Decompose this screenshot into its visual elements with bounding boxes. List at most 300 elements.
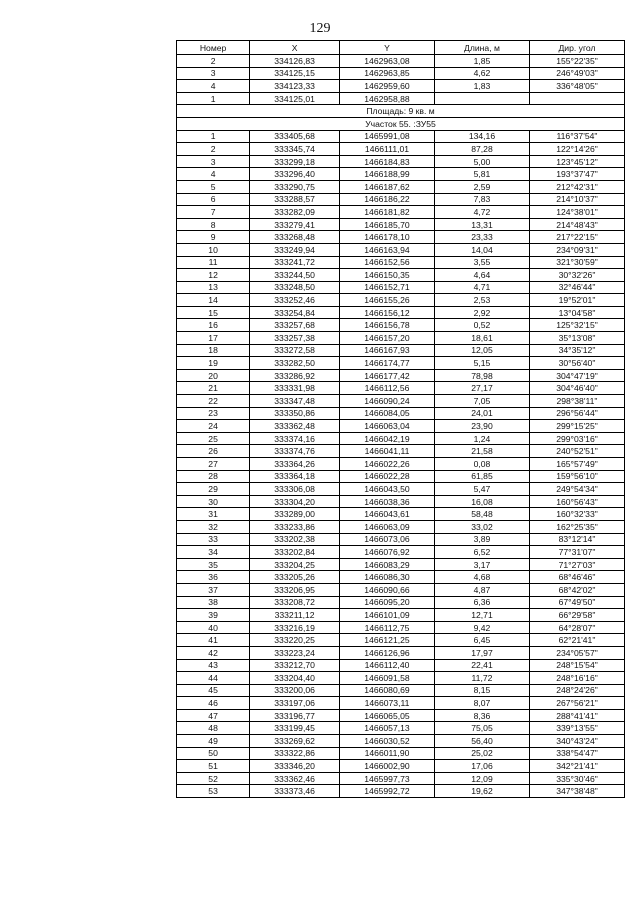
point-number: 21: [177, 382, 250, 395]
table-row: [177, 772, 625, 785]
direction-angle: 342°21'41": [529, 760, 624, 773]
x-coordinate: 333233,86: [250, 520, 340, 533]
x-coordinate: 333249,94: [250, 243, 340, 256]
direction-angle: 34°35'12": [529, 344, 624, 357]
table-header-row: [177, 41, 625, 55]
direction-angle: 296°56'44": [529, 407, 624, 420]
table-row: [177, 672, 625, 685]
point-number: 23: [177, 407, 250, 420]
table-row: [177, 546, 625, 559]
table-row: [177, 243, 625, 256]
table-row: [177, 344, 625, 357]
length: 12,71: [434, 609, 529, 622]
y-coordinate: 1466152,71: [340, 281, 435, 294]
x-coordinate: 333364,26: [250, 458, 340, 471]
table-row: [177, 495, 625, 508]
y-coordinate: 1466152,56: [340, 256, 435, 269]
x-coordinate: 333289,00: [250, 508, 340, 521]
x-coordinate: 333364,18: [250, 470, 340, 483]
y-coordinate: 1466155,26: [340, 294, 435, 307]
length: 8,15: [434, 684, 529, 697]
table-row: [177, 319, 625, 332]
length: 4,68: [434, 571, 529, 584]
x-coordinate: 333205,26: [250, 571, 340, 584]
length: 17,97: [434, 646, 529, 659]
length: 3,17: [434, 558, 529, 571]
point-number: 5: [177, 180, 250, 193]
y-coordinate: 1466181,82: [340, 206, 435, 219]
y-coordinate: 1466126,96: [340, 646, 435, 659]
table-row: [177, 332, 625, 345]
length: 1,83: [434, 80, 529, 93]
length: 4,64: [434, 269, 529, 282]
direction-angle: 234°09'31": [529, 243, 624, 256]
direction-angle: 35°13'08": [529, 332, 624, 345]
x-coordinate: 333362,48: [250, 420, 340, 433]
table-row: [177, 306, 625, 319]
point-number: 19: [177, 357, 250, 370]
point-number: 51: [177, 760, 250, 773]
length: 7,05: [434, 395, 529, 408]
table-row: [177, 80, 625, 93]
table-row: [177, 395, 625, 408]
direction-angle: 165°57'49": [529, 458, 624, 471]
direction-angle: [529, 92, 624, 105]
table-row: [177, 785, 625, 798]
length: 61,85: [434, 470, 529, 483]
x-coordinate: 333282,09: [250, 206, 340, 219]
header-length: Длина, м: [434, 41, 529, 55]
direction-angle: 339°13'55": [529, 722, 624, 735]
length: 22,41: [434, 659, 529, 672]
point-number: 46: [177, 697, 250, 710]
point-number: 41: [177, 634, 250, 647]
point-number: 8: [177, 218, 250, 231]
direction-angle: 83°12'14": [529, 533, 624, 546]
y-coordinate: 1466150,35: [340, 269, 435, 282]
direction-angle: 30°32'26": [529, 269, 624, 282]
point-number: 27: [177, 458, 250, 471]
point-number: 2: [177, 143, 250, 156]
direction-angle: 299°03'16": [529, 432, 624, 445]
x-coordinate: 333252,46: [250, 294, 340, 307]
direction-angle: 193°37'47": [529, 168, 624, 181]
y-coordinate: 1466073,06: [340, 533, 435, 546]
y-coordinate: 1466186,22: [340, 193, 435, 206]
y-coordinate: 1466174,77: [340, 357, 435, 370]
point-number: 20: [177, 369, 250, 382]
x-coordinate: 333211,12: [250, 609, 340, 622]
direction-angle: 124°38'01": [529, 206, 624, 219]
y-coordinate: 1466184,83: [340, 155, 435, 168]
table-row: [177, 92, 625, 105]
length: 0,52: [434, 319, 529, 332]
length: 6,36: [434, 596, 529, 609]
x-coordinate: 334123,33: [250, 80, 340, 93]
table-row: [177, 659, 625, 672]
point-number: 31: [177, 508, 250, 521]
point-number: 24: [177, 420, 250, 433]
length: 5,15: [434, 357, 529, 370]
y-coordinate: 1466163,94: [340, 243, 435, 256]
page-number: 129: [309, 21, 331, 36]
direction-angle: 321°30'59": [529, 256, 624, 269]
y-coordinate: 1466063,04: [340, 420, 435, 433]
x-coordinate: 333202,38: [250, 533, 340, 546]
section-title-row: [177, 117, 625, 130]
table-row: [177, 407, 625, 420]
direction-angle: 338°54'47": [529, 747, 624, 760]
direction-angle: 159°56'10": [529, 470, 624, 483]
y-coordinate: 1466178,10: [340, 231, 435, 244]
header-direction-angle: Дир. угол: [529, 41, 624, 55]
x-coordinate: 333405,68: [250, 130, 340, 143]
length: 23,90: [434, 420, 529, 433]
x-coordinate: 333304,20: [250, 495, 340, 508]
x-coordinate: 333200,06: [250, 684, 340, 697]
table-row: [177, 420, 625, 433]
point-number: 29: [177, 483, 250, 496]
x-coordinate: 334125,15: [250, 67, 340, 80]
table-row: [177, 596, 625, 609]
direction-angle: 347°38'48": [529, 785, 624, 798]
point-number: 36: [177, 571, 250, 584]
x-coordinate: 333322,86: [250, 747, 340, 760]
table-row: [177, 684, 625, 697]
table-row: [177, 55, 625, 68]
direction-angle: 214°10'37": [529, 193, 624, 206]
length: 24,01: [434, 407, 529, 420]
y-coordinate: 1466091,58: [340, 672, 435, 685]
x-coordinate: 334126,83: [250, 55, 340, 68]
point-number: 22: [177, 395, 250, 408]
y-coordinate: 1466090,66: [340, 583, 435, 596]
area-text: Площадь: 9 кв. м: [177, 105, 625, 118]
length: 4,72: [434, 206, 529, 219]
x-coordinate: 333362,46: [250, 772, 340, 785]
table-row: [177, 357, 625, 370]
table-row: [177, 67, 625, 80]
y-coordinate: 1465991,08: [340, 130, 435, 143]
x-coordinate: 333216,19: [250, 621, 340, 634]
table-row: [177, 470, 625, 483]
y-coordinate: 1466084,05: [340, 407, 435, 420]
point-number: 33: [177, 533, 250, 546]
x-coordinate: 333204,40: [250, 672, 340, 685]
x-coordinate: 333374,16: [250, 432, 340, 445]
x-coordinate: 333204,25: [250, 558, 340, 571]
direction-angle: 68°46'46": [529, 571, 624, 584]
length: 1,85: [434, 55, 529, 68]
point-number: 1: [177, 130, 250, 143]
y-coordinate: 1462963,85: [340, 67, 435, 80]
y-coordinate: 1465992,72: [340, 785, 435, 798]
point-number: 15: [177, 306, 250, 319]
point-number: 37: [177, 583, 250, 596]
table-row: [177, 520, 625, 533]
length: 2,53: [434, 294, 529, 307]
y-coordinate: 1466112,40: [340, 659, 435, 672]
point-number: 28: [177, 470, 250, 483]
y-coordinate: 1466188,99: [340, 168, 435, 181]
y-coordinate: 1466112,75: [340, 621, 435, 634]
x-coordinate: 333241,72: [250, 256, 340, 269]
length: 17,06: [434, 760, 529, 773]
x-coordinate: 333272,58: [250, 344, 340, 357]
direction-angle: 123°45'12": [529, 155, 624, 168]
point-number: 2: [177, 55, 250, 68]
y-coordinate: 1465997,73: [340, 772, 435, 785]
length: 87,28: [434, 143, 529, 156]
y-coordinate: 1466111,01: [340, 143, 435, 156]
direction-angle: 125°32'15": [529, 319, 624, 332]
point-number: 49: [177, 735, 250, 748]
point-number: 50: [177, 747, 250, 760]
x-coordinate: 333345,74: [250, 143, 340, 156]
point-number: 35: [177, 558, 250, 571]
x-coordinate: 333290,75: [250, 180, 340, 193]
x-coordinate: 333220,25: [250, 634, 340, 647]
length: [434, 92, 529, 105]
length: 18,61: [434, 332, 529, 345]
y-coordinate: 1466076,92: [340, 546, 435, 559]
y-coordinate: 1466083,29: [340, 558, 435, 571]
table-row: [177, 445, 625, 458]
direction-angle: 122°14'26": [529, 143, 624, 156]
direction-angle: 217°22'15": [529, 231, 624, 244]
y-coordinate: 1466057,13: [340, 722, 435, 735]
direction-angle: 248°15'54": [529, 659, 624, 672]
length: 14,04: [434, 243, 529, 256]
x-coordinate: 333257,68: [250, 319, 340, 332]
y-coordinate: 1466090,24: [340, 395, 435, 408]
y-coordinate: 1466156,12: [340, 306, 435, 319]
direction-angle: 212°42'31": [529, 180, 624, 193]
length: 56,40: [434, 735, 529, 748]
point-number: 17: [177, 332, 250, 345]
direction-angle: 304°46'40": [529, 382, 624, 395]
point-number: 3: [177, 155, 250, 168]
point-number: 9: [177, 231, 250, 244]
length: 16,08: [434, 495, 529, 508]
direction-angle: 246°49'03": [529, 67, 624, 80]
length: 5,00: [434, 155, 529, 168]
direction-angle: 248°16'16": [529, 672, 624, 685]
y-coordinate: 1466042,19: [340, 432, 435, 445]
x-coordinate: 333288,57: [250, 193, 340, 206]
point-number: 40: [177, 621, 250, 634]
area-row: [177, 105, 625, 118]
point-number: 42: [177, 646, 250, 659]
x-coordinate: 333257,38: [250, 332, 340, 345]
point-number: 34: [177, 546, 250, 559]
table-row: [177, 621, 625, 634]
length: 12,09: [434, 772, 529, 785]
y-coordinate: 1466080,69: [340, 684, 435, 697]
length: 6,52: [434, 546, 529, 559]
point-number: 3: [177, 67, 250, 80]
point-number: 44: [177, 672, 250, 685]
x-coordinate: 333197,06: [250, 697, 340, 710]
direction-angle: 71°27'03": [529, 558, 624, 571]
direction-angle: 234°05'57": [529, 646, 624, 659]
x-coordinate: 333286,92: [250, 369, 340, 382]
length: 23,33: [434, 231, 529, 244]
length: 13,31: [434, 218, 529, 231]
x-coordinate: 333244,50: [250, 269, 340, 282]
y-coordinate: 1466043,50: [340, 483, 435, 496]
y-coordinate: 1466187,62: [340, 180, 435, 193]
y-coordinate: 1466011,90: [340, 747, 435, 760]
point-number: 10: [177, 243, 250, 256]
direction-angle: 77°31'07": [529, 546, 624, 559]
x-coordinate: 333248,50: [250, 281, 340, 294]
point-number: 16: [177, 319, 250, 332]
x-coordinate: 333299,18: [250, 155, 340, 168]
direction-angle: 340°43'24": [529, 735, 624, 748]
length: 25,02: [434, 747, 529, 760]
point-number: 32: [177, 520, 250, 533]
header-number: Номер: [177, 41, 250, 55]
direction-angle: 240°52'51": [529, 445, 624, 458]
point-number: 39: [177, 609, 250, 622]
length: 6,45: [434, 634, 529, 647]
direction-angle: 335°30'46": [529, 772, 624, 785]
point-number: 4: [177, 80, 250, 93]
point-number: 12: [177, 269, 250, 282]
direction-angle: 160°56'43": [529, 495, 624, 508]
x-coordinate: 333374,76: [250, 445, 340, 458]
point-number: 4: [177, 168, 250, 181]
length: 27,17: [434, 382, 529, 395]
x-coordinate: 333206,95: [250, 583, 340, 596]
header-y: Y: [340, 41, 435, 55]
table-row: [177, 760, 625, 773]
point-number: 53: [177, 785, 250, 798]
table-row: [177, 571, 625, 584]
direction-angle: 62°21'41": [529, 634, 624, 647]
direction-angle: 19°52'01": [529, 294, 624, 307]
table-row: [177, 269, 625, 282]
y-coordinate: 1466002,90: [340, 760, 435, 773]
direction-angle: 160°32'33": [529, 508, 624, 521]
table-row: [177, 609, 625, 622]
length: 19,62: [434, 785, 529, 798]
x-coordinate: 333346,20: [250, 760, 340, 773]
direction-angle: 13°04'58": [529, 306, 624, 319]
table-row: [177, 634, 625, 647]
table-row: [177, 256, 625, 269]
x-coordinate: 333269,62: [250, 735, 340, 748]
direction-angle: 248°24'26": [529, 684, 624, 697]
length: 0,08: [434, 458, 529, 471]
direction-angle: 116°37'54": [529, 130, 624, 143]
y-coordinate: 1462958,88: [340, 92, 435, 105]
point-number: 38: [177, 596, 250, 609]
length: 11,72: [434, 672, 529, 685]
length: 4,87: [434, 583, 529, 596]
x-coordinate: 333296,40: [250, 168, 340, 181]
table-row: [177, 722, 625, 735]
length: 21,58: [434, 445, 529, 458]
y-coordinate: 1466022,26: [340, 458, 435, 471]
point-number: 18: [177, 344, 250, 357]
point-number: 1: [177, 92, 250, 105]
x-coordinate: 333331,98: [250, 382, 340, 395]
point-number: 6: [177, 193, 250, 206]
y-coordinate: 1466065,05: [340, 709, 435, 722]
direction-angle: 267°56'21": [529, 697, 624, 710]
table-row: [177, 206, 625, 219]
x-coordinate: 333373,46: [250, 785, 340, 798]
table-row: [177, 193, 625, 206]
table-row: [177, 218, 625, 231]
y-coordinate: 1466121,25: [340, 634, 435, 647]
table-row: [177, 709, 625, 722]
y-coordinate: 1466156,78: [340, 319, 435, 332]
table-row: [177, 697, 625, 710]
y-coordinate: 1466030,52: [340, 735, 435, 748]
direction-angle: 66°29'58": [529, 609, 624, 622]
x-coordinate: 333223,24: [250, 646, 340, 659]
direction-angle: 249°54'34": [529, 483, 624, 496]
y-coordinate: 1466185,70: [340, 218, 435, 231]
direction-angle: 298°38'11": [529, 395, 624, 408]
direction-angle: 299°15'25": [529, 420, 624, 433]
x-coordinate: 333279,41: [250, 218, 340, 231]
length: 75,05: [434, 722, 529, 735]
direction-angle: 155°22'35": [529, 55, 624, 68]
length: 2,59: [434, 180, 529, 193]
x-coordinate: 333202,84: [250, 546, 340, 559]
table-row: [177, 143, 625, 156]
point-number: 45: [177, 684, 250, 697]
coordinates-table: [176, 40, 625, 798]
y-coordinate: 1466073,11: [340, 697, 435, 710]
y-coordinate: 1466177,42: [340, 369, 435, 382]
table-row: [177, 508, 625, 521]
direction-angle: 32°46'44": [529, 281, 624, 294]
length: 78,98: [434, 369, 529, 382]
direction-angle: 162°25'35": [529, 520, 624, 533]
table-row: [177, 735, 625, 748]
y-coordinate: 1466157,20: [340, 332, 435, 345]
point-number: 52: [177, 772, 250, 785]
direction-angle: 64°28'07": [529, 621, 624, 634]
length: 5,81: [434, 168, 529, 181]
table-row: [177, 646, 625, 659]
length: 33,02: [434, 520, 529, 533]
table-row: [177, 747, 625, 760]
x-coordinate: 333208,72: [250, 596, 340, 609]
table-row: [177, 382, 625, 395]
length: 58,48: [434, 508, 529, 521]
point-number: 48: [177, 722, 250, 735]
point-number: 7: [177, 206, 250, 219]
y-coordinate: 1466038,36: [340, 495, 435, 508]
length: 1,24: [434, 432, 529, 445]
table-row: [177, 458, 625, 471]
y-coordinate: 1466041,11: [340, 445, 435, 458]
table-row: [177, 294, 625, 307]
direction-angle: 68°42'02": [529, 583, 624, 596]
table-row: [177, 168, 625, 181]
point-number: 43: [177, 659, 250, 672]
table-row: [177, 130, 625, 143]
length: 3,55: [434, 256, 529, 269]
point-number: 11: [177, 256, 250, 269]
table-row: [177, 180, 625, 193]
